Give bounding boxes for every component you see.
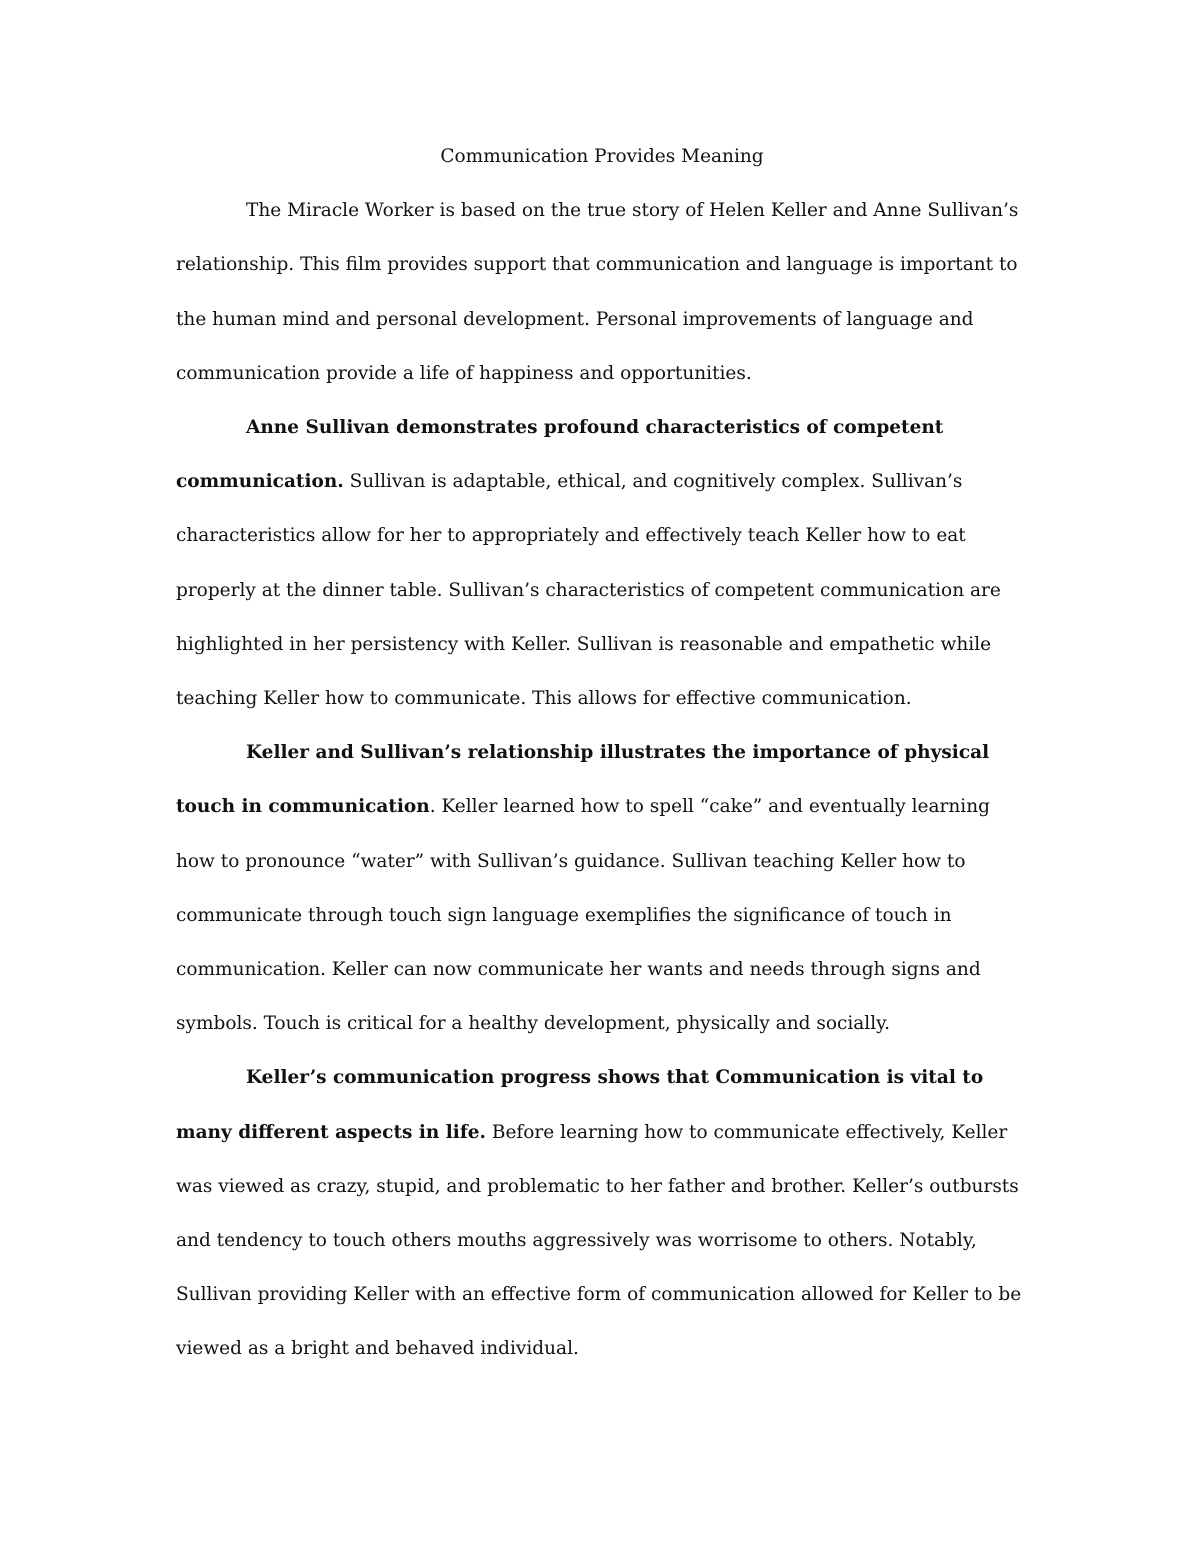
intro-paragraph	[176, 184, 1028, 401]
document-body	[176, 130, 1028, 1377]
document-title: Communication Provides Meaning	[440, 146, 764, 167]
paragraph-text: Sullivan is adaptable, ethical, and cognitively complex. Sullivan’s characteristics allow for her to appropriately and effectively teach Keller how to eat properly at the dinner table. Sullivan’s characteristics of competent communication are highlighted in her persistency with Keller. Sullivan is reasonable and empathetic while teaching Keller how to communicate. This allows for effective communication.	[176, 471, 1001, 710]
paragraph-text: . Keller learned how to spell “cake” and eventually learning how to pronounce “water” with Sullivan’s guidance. Sullivan teaching Keller how to communicate through touch sign language exemplifies the significance of touch in communication. Keller can now communicate her wants and needs through signs and symbols. Touch is critical for a healthy development, physically and socially.	[176, 796, 990, 1035]
paragraph-heading: Keller and Sullivan’s relationship illustrates the importance of physical touch in communication	[176, 742, 990, 818]
paragraph-physical-touch	[176, 726, 1028, 1051]
paragraph-communication-progress	[176, 1051, 1028, 1376]
paragraph-heading: Anne Sullivan demonstrates profound characteristics of competent communication.	[176, 417, 944, 493]
paragraph-sullivan-characteristics	[176, 401, 1028, 726]
paragraph-heading: Keller’s communication progress shows that Communication is vital to many different aspects in life.	[176, 1067, 984, 1143]
paragraph-text: The Miracle Worker is based on the true story of Helen Keller and Anne Sullivan’s relationship. This film provides support that communication and language is important to the human mind and personal development. Personal improvements of language and communication provide a life of happiness and opportunities.	[176, 200, 1019, 384]
paragraph-text: Before learning how to communicate effectively, Keller was viewed as crazy, stupid, and problematic to her father and brother. Keller’s outbursts and tendency to touch others mouths aggressively was worrisome to others. Notably, Sullivan providing Keller with an effective form of communication allowed for Keller to be viewed as a bright and behaved individual.	[176, 1121, 1022, 1360]
